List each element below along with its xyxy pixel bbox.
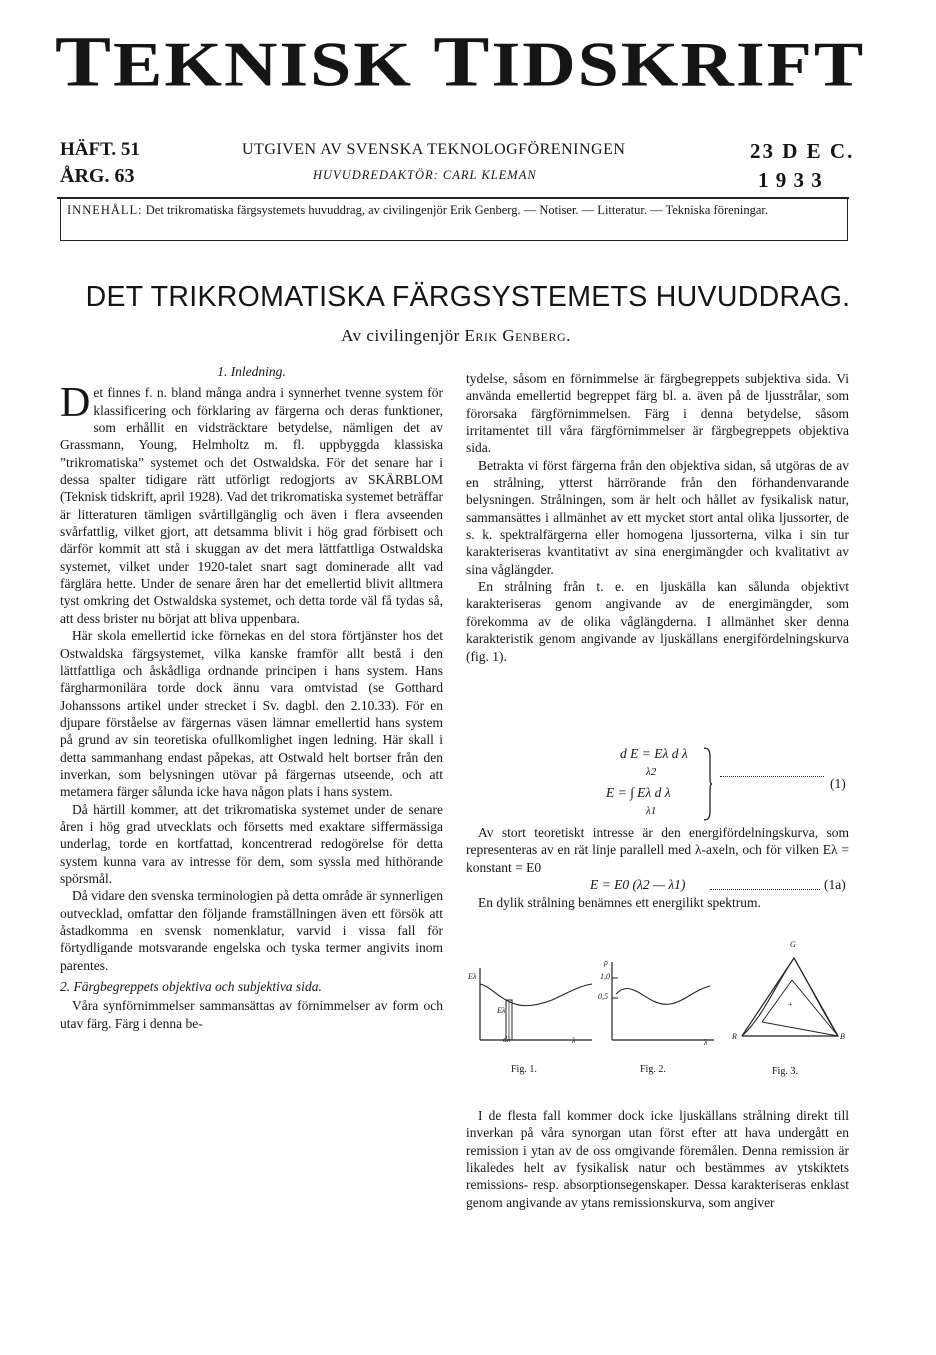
equation-leader <box>710 889 820 890</box>
masthead-word1: EKNISK <box>113 29 434 100</box>
equation-1-number: (1) <box>830 776 846 791</box>
byline-prefix: Av civilingenjör <box>341 326 460 345</box>
article-title: DET TRIKROMATISKA FÄRGSYSTEMETS HUVUDDRAG. <box>85 281 851 313</box>
paragraph: Betrakta vi först färgerna från den objektiva sidan, så utgöras de av en strålning, ytterst härrörande från den förhandenvarande belysningen. Strålningen, som är helt och hållet av fysikalisk natur, sammansättes i allmänhet av ett mycket stort antal olika ljussorter, de s. k. spektralfärgerna eller homogena ljussorterna, vilka i sin tur karakteriseras kvantitativt av sina energimängder och kvalitativt av sina våglängder. <box>466 457 849 577</box>
equation-1-lower: λ1 <box>646 805 657 817</box>
issue-year: 1 9 3 3 <box>758 168 823 192</box>
byline-author: Erik Genberg. <box>464 326 571 345</box>
fig2-caption: Fig. 2. <box>640 1064 666 1075</box>
drop-cap: D <box>60 380 91 427</box>
paragraph: Av stort teoretiskt intresse är den energifördelningskurva, som representeras av en rät linje parallell med λ-axeln, och för vilken Eλ = konstant = E0 <box>466 825 849 875</box>
equation-1-line2: E = ∫ Eλ d λ <box>606 785 671 800</box>
equation-brace <box>704 746 712 822</box>
paragraph: Våra synförnimmelser sammansättas av förnimmelser av form och utav färg. Färg i denna be- <box>60 998 443 1031</box>
fig3-left-label: R <box>732 1032 737 1041</box>
left-column <box>60 363 443 1032</box>
equation-leader <box>720 776 824 777</box>
section-2-heading: 2. Färgbegreppets objektiva och subjektiva sida. <box>60 979 322 995</box>
right-column-mid <box>466 824 849 876</box>
section-1-heading: 1. Inledning. <box>217 364 286 379</box>
paragraph: Här skola emellertid icke förnekas en del stora förtjänster hos det Ostwaldska färgsystemet, vilka kanske framför allt bestå i den lättfattliga och åskådliga ordnande principen i hans system. Hans färgharmonilära torde dock ännu vara omtvistad (se Gotthard Johanssons artikel under strecket i Sv. dagbl. den 2.10.33). För en djupare förståelse av färgernas väsen lämnar emellertid hans system på grund av sin teoretiska ofullkomlighet ingen ledning. Här skall i detta sammanhang endast påpekas, att Ostwald helt bortser från den inverkan, som belysningen utövar på färgernas utseende, och att metamera färger sålunda icke hava någon plats i hans system. <box>60 628 443 800</box>
masthead-title <box>55 21 866 102</box>
issue-number: HÄFT. 51 <box>60 139 140 160</box>
masthead-t: T <box>55 21 114 102</box>
fig3-plus: + <box>788 1000 793 1009</box>
right-column-top <box>466 370 849 665</box>
contents-text: Det trikromatiska färgsystemets huvuddrag, av civilingenjör Erik Genberg. — Notiser. — Litteratur. — Tekniska föreningar. <box>145 203 769 217</box>
equation-1-upper: λ2 <box>646 766 657 778</box>
paragraph: tydelse, såsom en förnimmelse är färgbegreppets subjektiva sida. Vi använda emellertid begreppet färg bl. a. även på de ljusstrålar, som förorsaka färgförnimmelsen. Färg i denna betydelse, såsom irritamentet till våra färgförnimmelser är färgbegreppets objektiva sida. <box>466 371 849 456</box>
equation-1a: E = E0 (λ2 — λ1) <box>590 877 686 892</box>
fig3-caption: Fig. 3. <box>772 1066 798 1077</box>
paragraph: I de flesta fall kommer dock icke ljuskällans strålning direkt till inverkan på våra synorgan utan först efter att hava undergått en remission i ytan av de oss omgivande föremålen. Denna remission är likaledes helt av fysikalisk natur och bestämmes av ytskiktets remissions- resp. absorptionsegenskaper. Dessa karakteriseras enklast genom angivande av ytans remissionskurva, som angiver <box>466 1108 849 1210</box>
figures <box>462 938 852 1050</box>
fig1-xlabel: λ <box>572 1036 576 1045</box>
issue-date: 23 D E C. <box>750 139 855 163</box>
right-column-bottom <box>466 1107 849 1211</box>
editor: HUVUDREDAKTÖR: CARL KLEMAN <box>313 168 537 182</box>
contents-box <box>60 199 848 241</box>
fig3-right-label: B <box>840 1032 845 1041</box>
paragraph: Det finnes f. n. bland många andra i synnerhet tvenne system för klassificering och förklaring av färgerna och deras funktioner, som erhållit en vidsträcktare betydelse, nämligen det av Grassmann, Young, Helmholtz m. fl. uppbyggda klassiska ”trikromatiska” systemet och det Ostwaldska. För det senare har i dessa spalter tidigare rätt utförligt redogjorts av SKÄRBLOM (Teknisk tidskrift, april 1928). Vad det trikromatiska systemet beträffar är litteraturen tämligen svårtillgänglig och även i flera avseenden svårfattlig, vilket gjort, att detsamma blivit i hög grad förbisett och därför kommit att stå i skuggan av det mera lättfattliga Ostwaldska systemet, vilket under 1920-talet snart sagt dominerade allt vad färglära hette. Under de senare åren har det emellertid blivit alltmera tyst omkring det Ostwaldska systemet, och detta torde väl få tydas så, att dess brister nu börjat att bliva uppenbara. <box>60 380 443 626</box>
paragraph: Då vidare den svenska terminologien på detta område är synnerligen outvecklad, omfattar den följande framställningen även ett försök att åstadkomma en svensk nomenklatur, varvid i vissa fall för förtydligande motsvarande engelska och tyska termer angivits inom parentes. <box>60 888 443 973</box>
fig2-ylabel: ρ <box>604 958 608 967</box>
fig2-tick-high: 1,0 <box>600 972 610 981</box>
masthead-t2: T <box>433 21 492 102</box>
byline <box>0 326 912 346</box>
fig1-ylabel: Eλ <box>468 972 477 981</box>
fig1-dlambda: dλ <box>503 1035 511 1044</box>
masthead-word2: IDSKRIFT <box>491 29 866 100</box>
fig1-ebox: Eλ <box>497 1006 506 1015</box>
figure-3 <box>742 958 838 1036</box>
fig2-xlabel: λ <box>704 1038 708 1047</box>
paragraph: En dylik strålning benämnes ett energilikt spektrum. <box>478 895 761 910</box>
figure-1 <box>480 968 592 1040</box>
paragraph: En strålning från t. e. en ljuskälla kan sålunda objektivt karakteriseras genom angivande av de energimängder, som förekomma av de olika våglängderna. I allmänhet sker denna karakteristik genom angivande av ljuskällans energifördelningskurva (fig. 1). <box>466 579 849 664</box>
contents-label: INNEHÅLL: <box>67 203 143 217</box>
right-column-p5 <box>466 894 849 911</box>
fig2-tick-mid: 0,5 <box>598 992 608 1001</box>
paragraph: Då härtill kommer, att det trikromatiska systemet under de senare åren i hög grad utvecklats och försetts med exaktare siffermässiga underlag, torde en kortfattad, koncentrerad redogörelse för detta system kunna vara av intresse för dem, som syssla med hithörande spörsmål. <box>60 801 443 886</box>
figure-2 <box>612 962 714 1040</box>
volume-number: ÅRG. 63 <box>60 165 135 187</box>
equation-1a-number: (1a) <box>824 877 846 892</box>
equation-1-line1: d E = Eλ d λ <box>620 746 688 761</box>
fig1-caption: Fig. 1. <box>511 1064 537 1075</box>
publisher: UTGIVEN AV SVENSKA TEKNOLOGFÖRENINGEN <box>242 141 626 158</box>
fig3-top-label: G <box>790 940 796 949</box>
